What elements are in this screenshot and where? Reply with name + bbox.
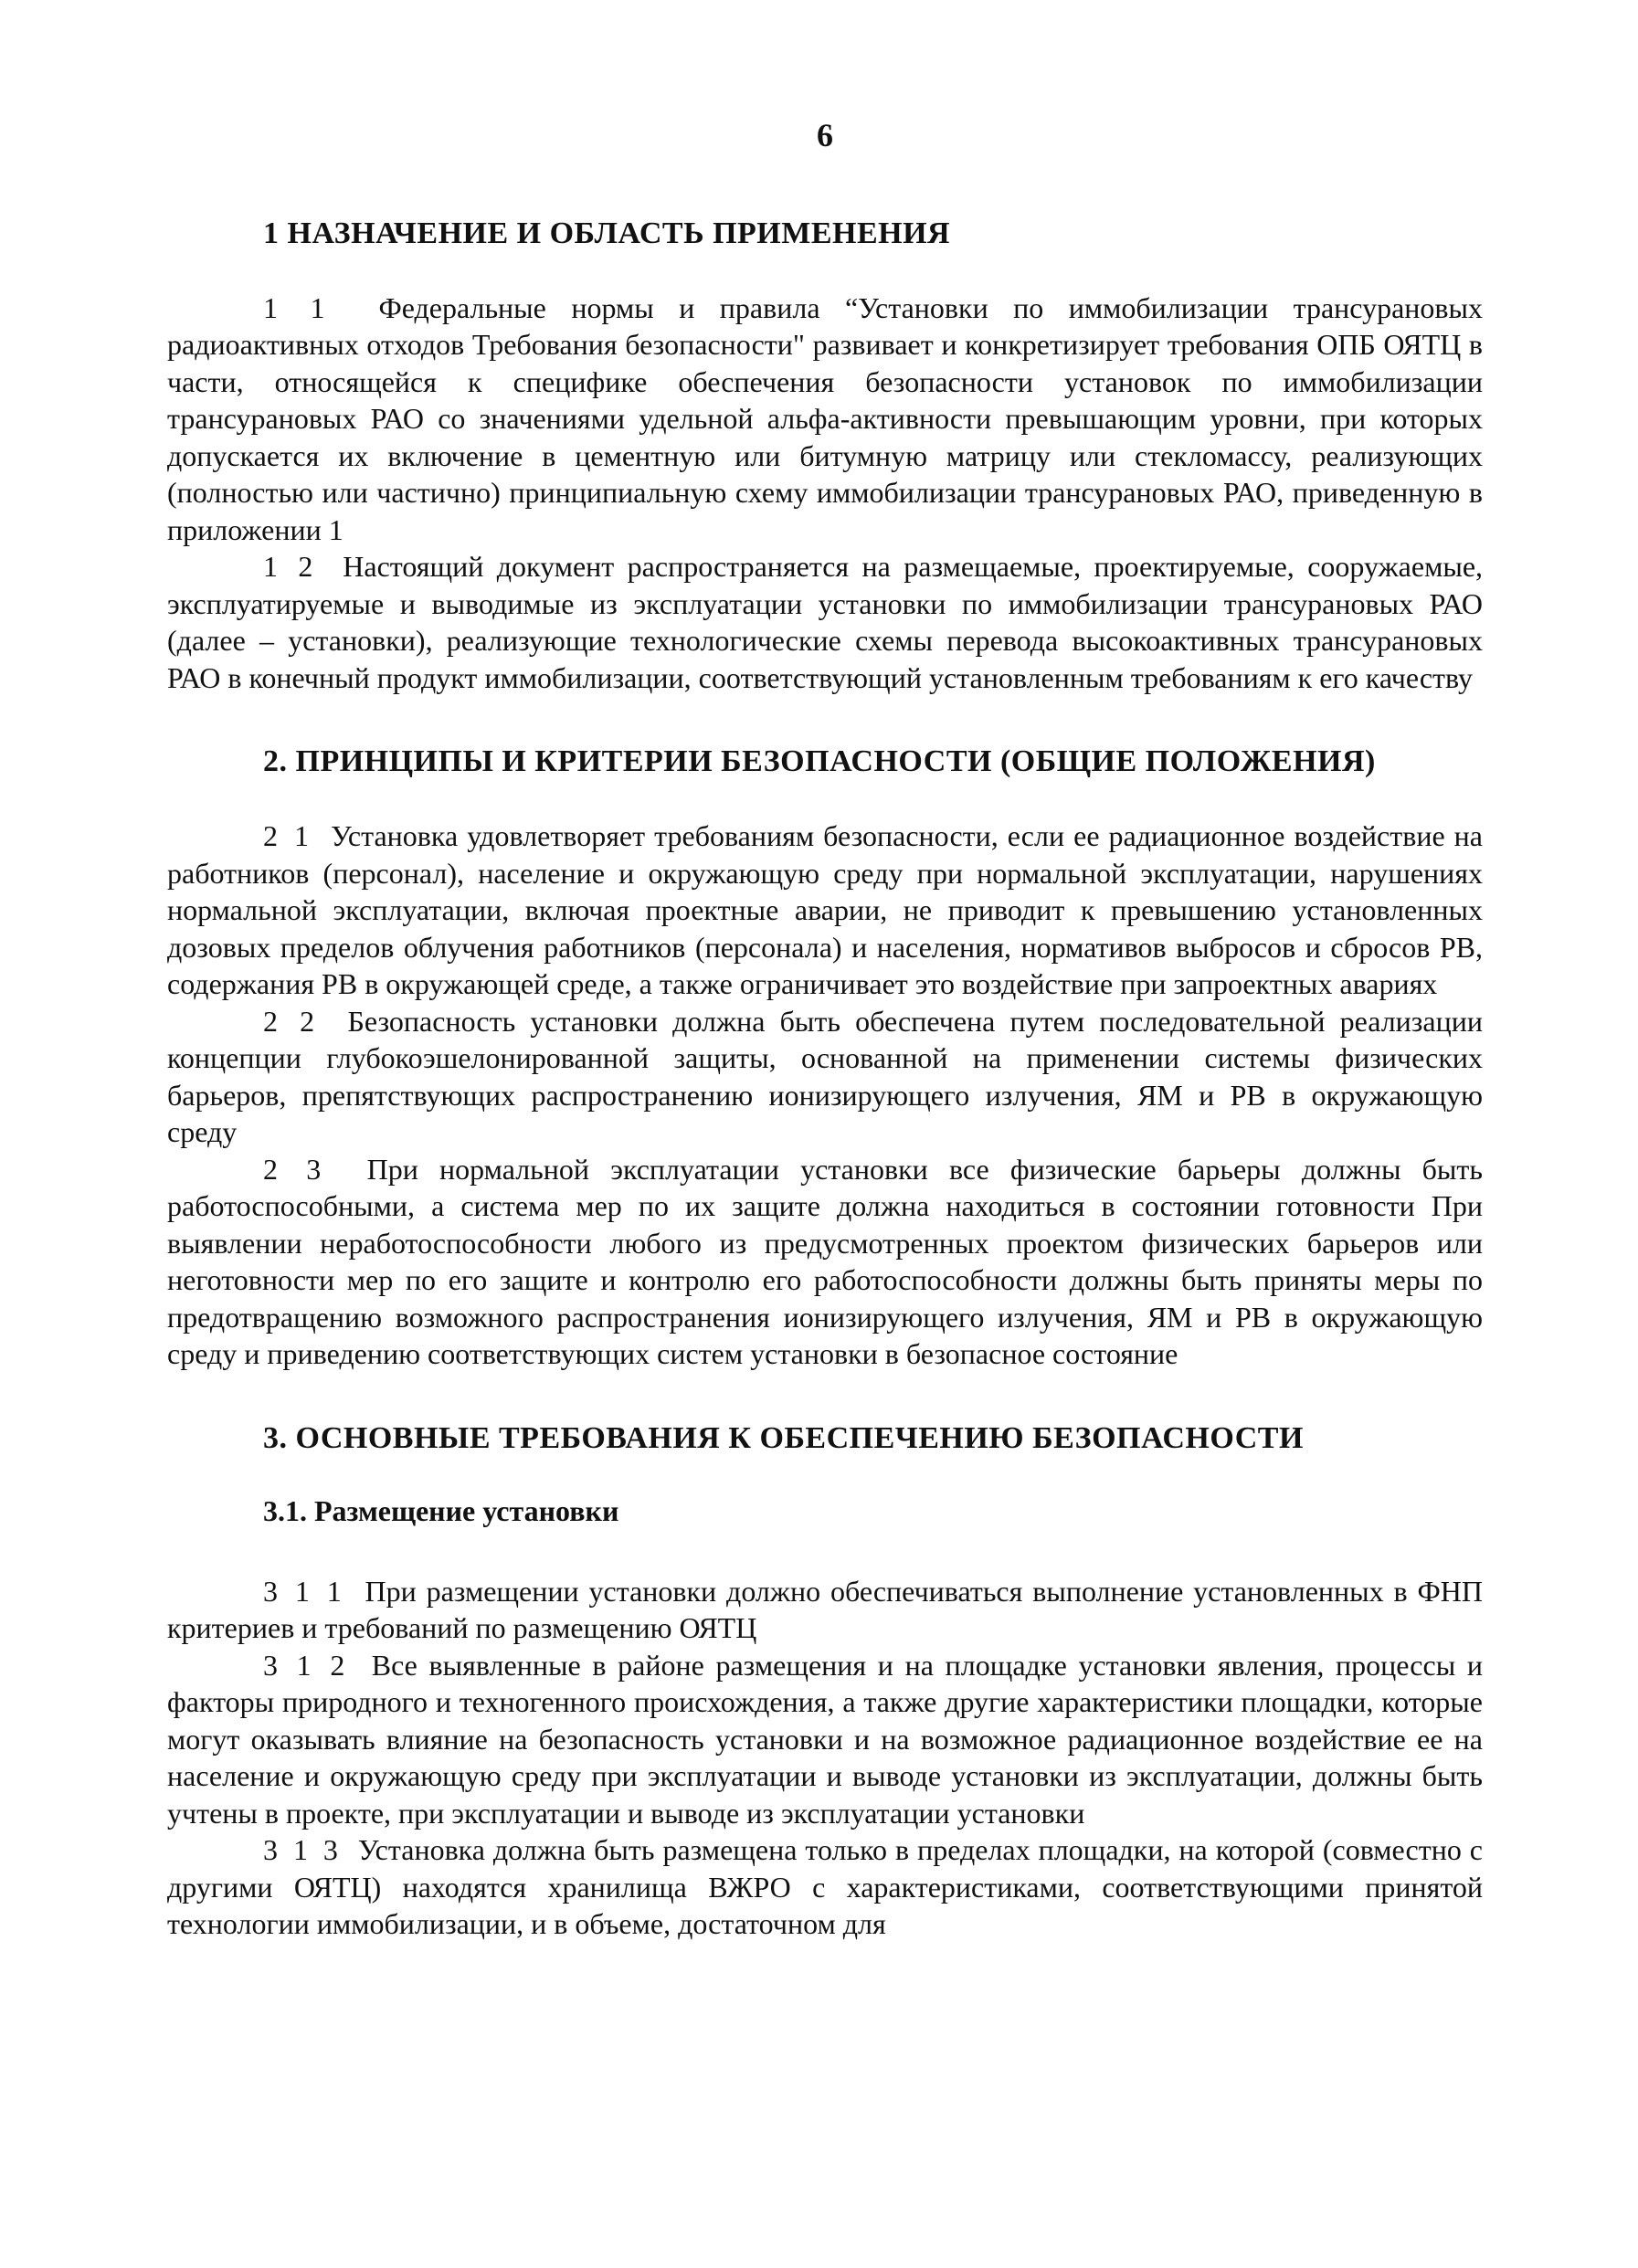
section-1-title: 1 НАЗНАЧЕНИЕ И ОБЛАСТЬ ПРИМЕНЕНИЯ	[263, 216, 951, 250]
paragraph-number: 2 2	[263, 1004, 319, 1038]
paragraph-2-2	[167, 1003, 1483, 1151]
paragraph-number: 2 1	[263, 819, 313, 853]
paragraph-text: Настоящий документ распространяется на размещаемые, проектируемые, сооружаемые, эксплуатируемые и выводимые из эксплуатации установки по иммобилизации трансурановых РАО (далее – установки), реализующие технологические схемы перевода высокоактивных трансурановых РАО в конечный продукт иммобилизации, соответствующий установленным требованиям к его качеству	[167, 550, 1484, 694]
paragraph-text: Федеральные нормы и правила “Установки по иммобилизации трансурановых радиоактивных отходов Требования безопасности" развивает и конкретизирует требования ОПБ ОЯТЦ в части, относящейся к специфике обеспечения безопасности установок по иммобилизации трансурановых РАО со значениями удельной альфа-активности превышающим уровни, при которых допускается их включение в цементную или битумную матрицу или стекломассу, реализующих (полностью или частично) принципиальную схему иммобилизации трансурановых РАО, приведенную в приложении 1	[167, 290, 1484, 546]
paragraph-text: Все выявленные в районе размещения и на площадке установки явления, процессы и факторы природного и техногенного происхождения, а также другие характеристики площадки, которые могут оказывать влияние на безопасность установки и на возможное радиационное воздействие ее на население и окружающую среду при эксплуатации и выводе установки из эксплуатации, должны быть учтены в проекте, при эксплуатации и выводе из эксплуатации установки	[167, 1648, 1484, 1830]
paragraph-1-2	[167, 548, 1483, 696]
paragraph-text: При нормальной эксплуатации установки все физические барьеры должны быть работоспособными, а система мер по их защите должна находиться в состоянии готовности При выявлении неработоспособности любого из предусмотренных проектом физических барьеров или неготовности мер по его защите и контролю его работоспособности должны быть приняты меры по предотвращению возможного распространения ионизирующего излучения, ЯМ и РВ в окружающую среду и приведению соответствующих систем установки в безопасное состояние	[167, 1152, 1484, 1371]
section-3-title: 3. ОСНОВНЫЕ ТРЕБОВАНИЯ К ОБЕСПЕЧЕНИЮ БЕЗОПАСНОСТИ	[263, 1420, 1304, 1455]
paragraph-number: 3 1 3	[263, 1833, 342, 1867]
paragraph-number: 3 1 1	[263, 1574, 345, 1608]
paragraph-text: При размещении установки должно обеспечиваться выполнение установленных в ФНП критериев и требований по размещению ОЯТЦ	[167, 1574, 1484, 1645]
paragraph-number: 1 1	[263, 290, 329, 324]
paragraph-3-1-2	[167, 1647, 1483, 1832]
paragraph-text: Установка удовлетворяет требованиям безопасности, если ее радиационное воздействие на работников (персонал), население и окружающую среду при нормальной эксплуатации, нарушениях нормальной эксплуатации, включая проектные аварии, не приводит к превышению установленных дозовых пределов облучения работников (персонала) и населения, нормативов выбросов и сбросов РВ, содержания РВ в окружающей среде, а также ограничивает это воздействие при запроектных авариях	[167, 819, 1484, 1001]
paragraph-2-1	[167, 818, 1483, 1003]
paragraph-text: Установка должна быть размещена только в пределах площадки, на которой (совместно с другими ОЯТЦ) находятся хранилища ВЖРО с характеристиками, соответствующими принятой технологии иммобилизации, и в объеме, достаточном для	[167, 1833, 1484, 1941]
paragraph-number: 1 2	[263, 550, 317, 584]
paragraph-number: 2 3	[263, 1152, 325, 1186]
subsection-3-1-title: 3.1. Размещение установки	[263, 1494, 619, 1528]
page-number: 6	[817, 117, 833, 153]
section-2-title: 2. ПРИНЦИПЫ И КРИТЕРИИ БЕЗОПАСНОСТИ (ОБЩИЕ ПОЛОЖЕНИЯ)	[263, 744, 1376, 779]
document-page	[167, 119, 1483, 1943]
paragraph-number: 3 1 2	[263, 1648, 349, 1682]
paragraph-1-1	[167, 290, 1483, 549]
paragraph-3-1-1	[167, 1573, 1483, 1647]
paragraph-3-1-3	[167, 1831, 1483, 1943]
paragraph-text: Безопасность установки должна быть обеспечена путем последовательной реализации концепции глубокоэшелонированной защиты, основанной на применении системы физических барьеров, препятствующих распространению ионизирующего излучения, ЯМ и РВ в окружающую среду	[167, 1004, 1484, 1149]
paragraph-2-3	[167, 1151, 1483, 1373]
